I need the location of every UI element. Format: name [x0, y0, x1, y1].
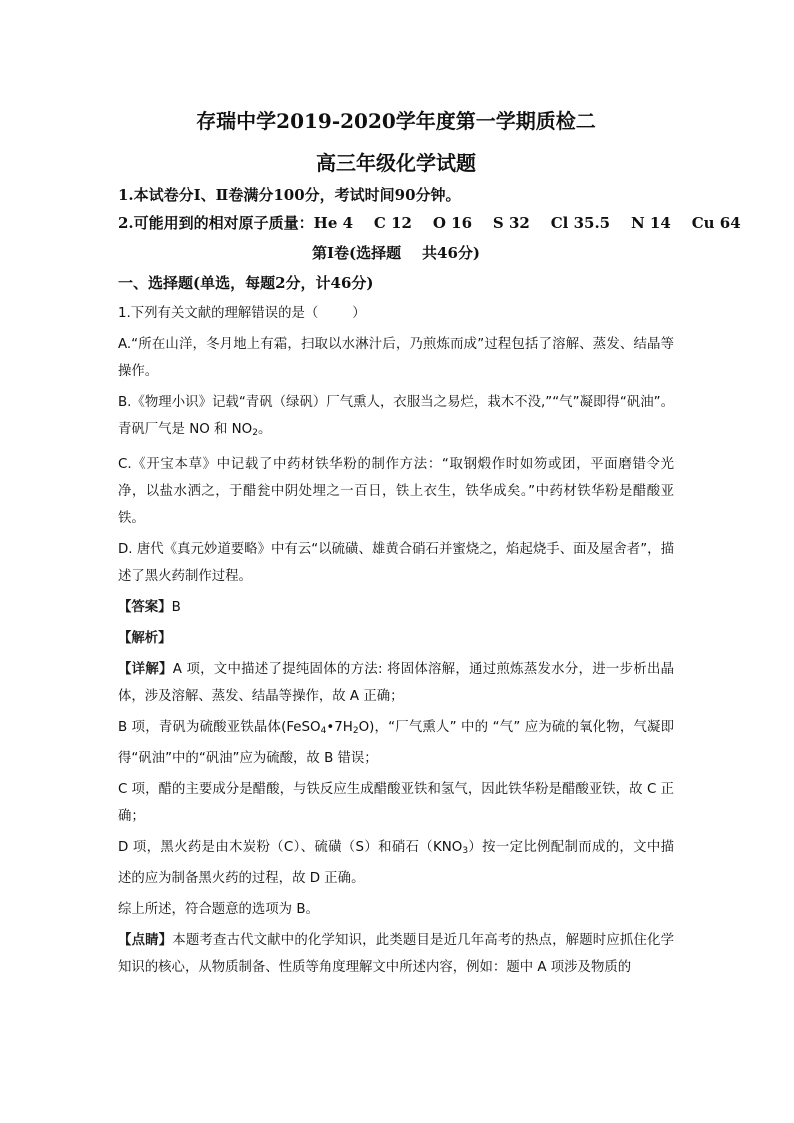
detail-d-text: D 项，黑火药是由木炭粉（C）、硫磺（S）和硝石（KNO — [118, 840, 463, 855]
detail-b-subscript-2: 2 — [352, 726, 359, 736]
page-title: 存瑞中学2019-2020学年度第一学期质检二 — [196, 109, 596, 133]
detail-c: C 项，醋的主要成分是醋酸，与铁反应生成醋酸亚铁和氢气，因此铁华粉是醋酸亚铁，故 C 正确； — [118, 782, 674, 824]
point-line — [118, 927, 674, 981]
answer-tag: 【答案】 — [118, 600, 172, 615]
option-b-subscript: 2 — [252, 428, 258, 438]
answer-value: B — [171, 600, 181, 615]
detail-b-mid: •7H — [326, 720, 353, 735]
detail-a-text: A 项，文中描述了提纯固体的方法: 将固体溶解，通过煎炼蒸发水分，进一步析出晶体，涉及溶解、蒸发、结晶等操作，故 A 正确； — [118, 662, 675, 704]
analysis-tag: 【解析】 — [118, 631, 172, 646]
option-b-end: 。 — [257, 422, 272, 437]
detail-d-end: ）按一定比例配制而成的，文中描述的应为制备黑火药的过程，故 D 正确。 — [118, 840, 674, 886]
option-b — [118, 389, 674, 447]
analysis-line — [118, 625, 674, 652]
summary-line: 综上所述，符合题意的选项为 B。 — [118, 902, 319, 917]
page-subtitle: 高三年级化学试题 — [316, 151, 476, 175]
point-text: 本题考查古代文献中的化学知识，此类题目是近几年高考的热点，解题时应抓住化学知识的核心，从物质制备、性质等角度理解文中所述内容，例如：题中 A 项涉及物质的 — [118, 933, 675, 975]
option-c: C.《开宝本草》中记载了中药材铁华粉的制作方法：“取钢煅作时如笏或团，平面磨错令光净，以盐水洒之，于醋瓮中阴处埋之一百日，铁上衣生，铁华成矣。”中药材铁华粉是醋酸亚铁。 — [118, 457, 674, 526]
exam-note-2: 2.可能用到的相对原子质量：He 4 C 12 O 16 S 32 Cl 35.5 N 14 Cu 64 — [118, 214, 741, 232]
exam-note-1: 1.本试卷分Ⅰ、Ⅱ卷满分100分，考试时间90分钟。 — [118, 186, 461, 204]
point-tag: 【点睛】 — [118, 933, 173, 948]
detail-b — [118, 714, 674, 772]
detail-tag: 【详解】 — [118, 662, 173, 677]
detail-b-end: O)，“厂气熏人” 中的 “气” 应为硫的氧化物，气凝即得“矾油”中的“矾油”应为硫酸，故 B 错误； — [118, 720, 675, 766]
detail-d-subscript: 3 — [462, 846, 469, 856]
answer-line — [118, 594, 674, 621]
detail-d — [118, 834, 674, 892]
detail-b-subscript-1: 4 — [320, 726, 327, 736]
detail-a — [118, 656, 674, 710]
detail-b-text: B 项，青矾为硫酸亚铁晶体(FeSO — [118, 720, 321, 735]
volume-heading: 第Ⅰ卷(选择题 共46分) — [312, 244, 480, 262]
question-stem: 1.下列有关文献的理解错误的是（ ） — [118, 306, 366, 321]
option-b-text: B.《物理小识》记载“青矾（绿矾）厂气熏人，衣服当之易烂，栽木不没,”“气”凝即得“矾油”。青矾厂气是 NO 和 NO — [118, 395, 674, 437]
section-heading: 一、选择题(单选，每题2分，计46分) — [118, 274, 374, 292]
option-d: D. 唐代《真元妙道要略》中有云“以硫磺、雄黄合硝石并蜜烧之，焰起烧手、面及屋舍者”，描述了黑火药制作过程。 — [118, 542, 674, 584]
option-a: A.“所在山洋，冬月地上有霜，扫取以水淋汁后，乃煎炼而成”过程包括了溶解、蒸发、结晶等操作。 — [118, 337, 674, 379]
